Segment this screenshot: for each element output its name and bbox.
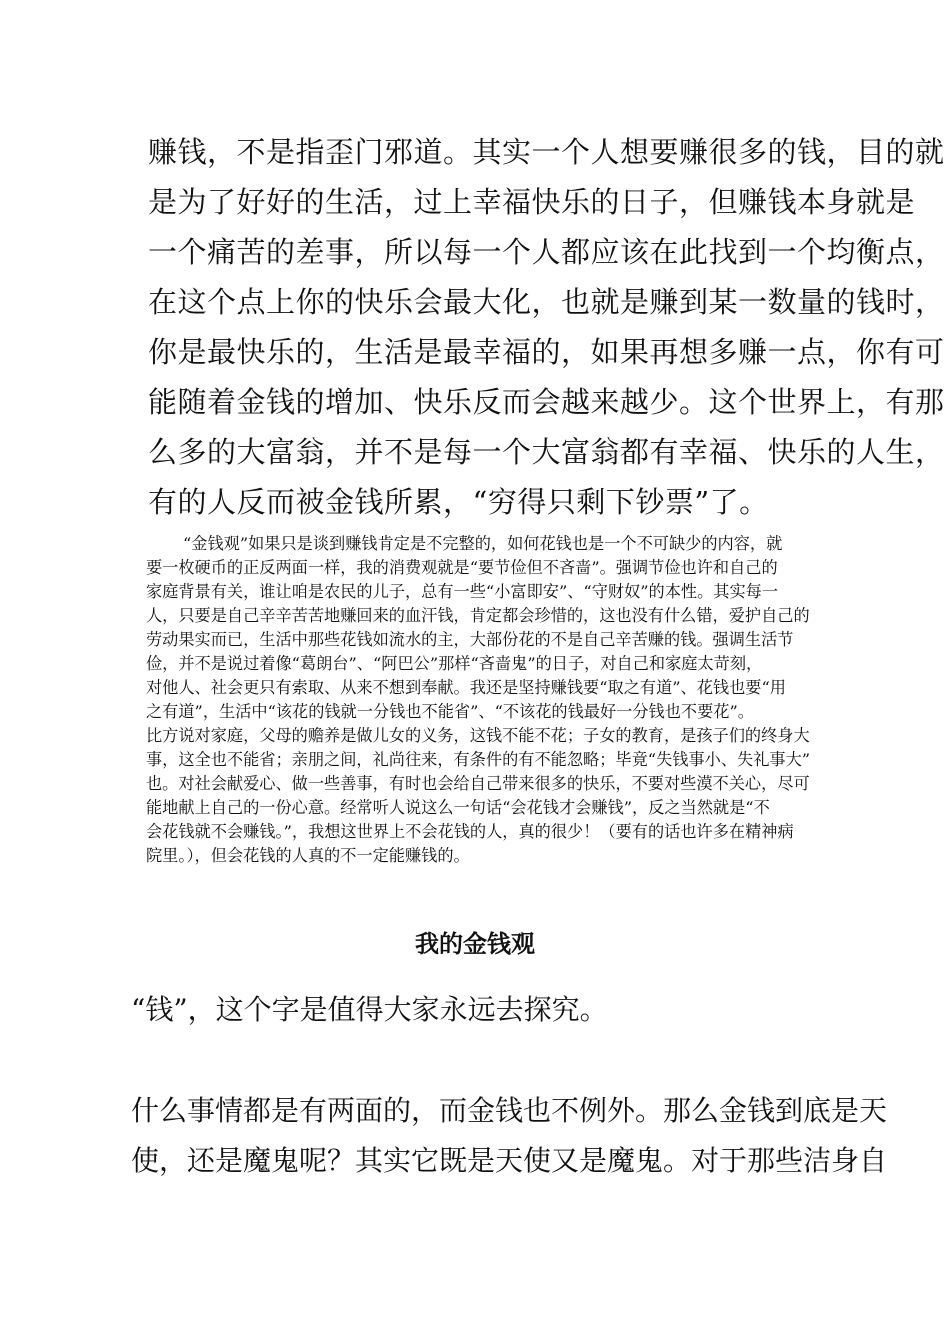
paragraph-line: 赚钱，不是指歪门邪道。其实一个人想要赚很多的钱，目的就 <box>148 135 945 169</box>
paragraph-line: 一个痛苦的差事，所以每一个人都应该在此找到一个均衡点， <box>148 235 945 269</box>
paragraph-line: 人，只要是自己辛辛苦苦地赚回来的血汗钱，肯定都会珍惜的，这也没有什么错，爱护自己的 <box>146 606 810 625</box>
paragraph-line: 事，这全也不能省；亲朋之间，礼尚往来，有条件的有不能忽略；毕竟“失钱事小、失礼事大” <box>146 750 811 769</box>
paragraph-line: “金钱观”如果只是谈到赚钱肯定是不完整的，如何花钱也是一个不可缺少的内容，就 <box>183 534 783 553</box>
paragraph-line: 么多的大富翁，并不是每一个大富翁都有幸福、快乐的人生， <box>148 435 945 469</box>
paragraph-line: 会花钱就不会赚钱。”，我想这世界上不会花钱的人，真的很少！（要有的话也许多在精神病 <box>146 822 794 841</box>
paragraph-line: 对他人、社会更只有索取、从来不想到奉献。我还是坚持赚钱要“取之有道”、花钱也要“用 <box>146 678 786 697</box>
paragraph-line: 家庭背景有关，谁让咱是农民的儿子，总有一些“小富即安”、“守财奴”的本性。其实每一 <box>146 582 779 601</box>
paragraph-line: 有的人反而被金钱所累，“穷得只剩下钞票”了。 <box>148 485 769 519</box>
paragraph-line: 也。对社会献爱心、做一些善事，有时也会给自己带来很多的快乐，不要对些漠不关心，尽可 <box>146 774 810 793</box>
paragraph-line: 院里。），但会花钱的人真的不一定能赚钱的。 <box>146 846 470 865</box>
paragraph-line: 在这个点上你的快乐会最大化，也就是赚到某一数量的钱时， <box>148 285 945 319</box>
paragraph-line: 你是最快乐的，生活是最幸福的，如果再想多赚一点，你有可 <box>148 335 945 369</box>
paragraph-line: 能随着金钱的增加、快乐反而会越来越少。这个世界上，有那 <box>148 385 945 419</box>
paragraph-line: 比方说对家庭，父母的赡养是做儿女的义务，这钱不能不花；子女的教育，是孩子们的终身大 <box>146 726 810 745</box>
paragraph-line: 使，还是魔鬼呢？其实它既是天使又是魔鬼。对于那些洁身自 <box>131 1144 888 1177</box>
paragraph-line: 能地献上自己的一份心意。经常听人说这么一句话“会花钱才会赚钱”，反之当然就是“不 <box>146 798 770 817</box>
paragraph-line: 什么事情都是有两面的，而金钱也不例外。那么金钱到底是天 <box>131 1094 888 1127</box>
paragraph-line: 要一枚硬币的正反两面一样，我的消费观就是“要节俭但不吝啬”。强调节俭也许和自己的 <box>146 558 778 577</box>
paragraph-line: 俭，并不是说过着像“葛朗台”、“阿巴公”那样“吝啬鬼”的日子，对自己和家庭太苛刻， <box>146 654 763 673</box>
paragraph-line: 之有道”，生活中“该花的钱就一分钱也不能省”、“不该花的钱最好一分钱也不要花”。 <box>146 702 754 721</box>
section-intro: “钱”，这个字是值得大家永远去探究。 <box>131 993 608 1026</box>
paragraph-line: 劳动果实而已，生活中那些花钱如流水的主，大部份花的不是自己辛苦赚的钱。强调生活节 <box>146 630 794 649</box>
paragraph-line: 是为了好好的生活，过上幸福快乐的日子，但赚钱本身就是 <box>148 185 916 219</box>
section-heading: 我的金钱观 <box>415 930 535 958</box>
